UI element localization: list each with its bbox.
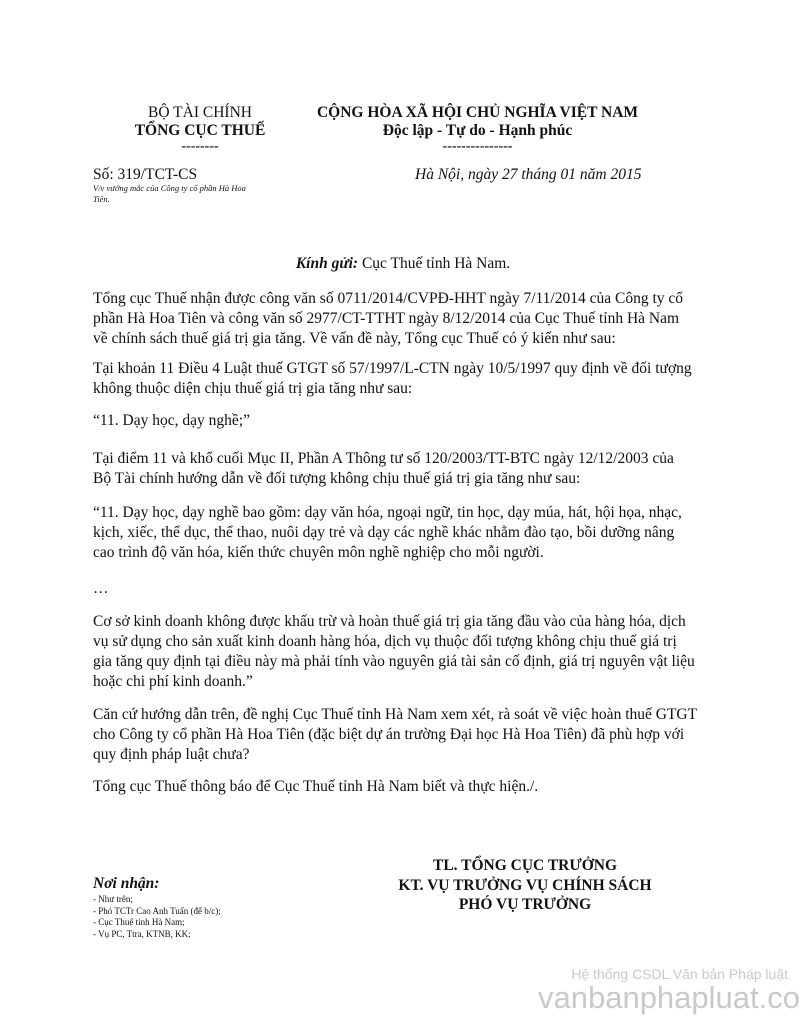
text-line: Bộ Tài chính hướng dẫn về đối tượng không chịu thuế giá trị gia tăng như sau:	[93, 470, 581, 487]
subject-line-1: V/v vướng mắc của Công ty cổ phần Hà Hoa	[93, 183, 246, 193]
text-line: cao trình độ văn hóa, kiến thức chuyên môn nghề nghiệp cho mỗi người.	[93, 544, 544, 561]
document-date: Hà Nội, ngày 27 tháng 01 năm 2015	[415, 166, 642, 183]
text-line: Tại khoản 11 Điều 4 Luật thuế GTGT số 57/1997/L-CTN ngày 10/5/1997 quy định về đối tượng	[93, 360, 692, 377]
department-name: TỔNG CỤC THUẾ	[134, 122, 266, 139]
recipient-item: - Cục Thuế tỉnh Hà Nam;	[93, 917, 185, 927]
signature-line-2: KT. VỤ TRƯỞNG VỤ CHÍNH SÁCH	[398, 876, 652, 894]
watermark-site: vanbanphapluat.co	[537, 980, 800, 1015]
text-line: …	[93, 580, 109, 597]
recipient-item: - Vụ PC, Ttra, KTNB, KK;	[93, 928, 191, 939]
paragraph-4	[93, 449, 713, 489]
text-line: Tổng cục Thuế nhận được công văn số 0711/2014/CVPĐ-HHT ngày 7/11/2014 của Công ty cổ	[93, 290, 684, 307]
paragraph-7	[93, 612, 713, 692]
paragraph-6	[93, 579, 713, 599]
text-line: phần Hà Hoa Tiên và công văn số 2977/CT-TTHT ngày 8/12/2014 của Cục Thuế tỉnh Hà Nam	[93, 310, 680, 327]
text-line: Cơ sở kinh doanh không được khấu trừ và hoàn thuế giá trị gia tăng đầu vào của hàng hóa, dịch	[93, 613, 686, 630]
country-name: CỘNG HÒA XÃ HỘI CHỦ NGHĨA VIỆT NAM	[316, 104, 639, 121]
paragraph-9	[93, 777, 713, 797]
ministry-name: BỘ TÀI CHÍNH	[148, 104, 252, 121]
signature-block	[340, 856, 710, 915]
recipient-item: - Phó TCTr Cao Anh Tuấn (để b/c);	[93, 905, 221, 916]
text-line: Tại điểm 11 và khổ cuối Mục II, Phần A Thông tư số 120/2003/TT-BTC ngày 12/12/2003 của	[93, 450, 674, 467]
document-subject	[93, 183, 293, 205]
document-number: Số: 319/TCT-CS	[93, 166, 198, 183]
paragraph-8	[93, 705, 713, 765]
header-left-divider: --------	[181, 139, 219, 154]
text-line: “11. Dạy học, dạy nghề bao gồm: dạy văn hóa, ngoại ngữ, tin học, dạy múa, hát, hội họa, nhạc,	[93, 504, 682, 521]
text-line: “11. Dạy học, dạy nghề;”	[93, 412, 250, 429]
text-line: Căn cứ hướng dẫn trên, đề nghị Cục Thuế tỉnh Hà Nam xem xét, rà soát về việc hoàn thuế GTGT	[93, 706, 698, 723]
text-line: không thuộc diện chịu thuế giá trị gia tăng như sau:	[93, 380, 413, 397]
recipients-title: Nơi nhận:	[93, 875, 160, 892]
national-motto: Độc lập - Tự do - Hạnh phúc	[382, 122, 573, 139]
text-line: hoặc chi phí kinh doanh.”	[93, 673, 253, 690]
paragraph-2	[93, 359, 713, 399]
text-line: Tổng cục Thuế thông báo để Cục Thuế tỉnh Hà Nam biết và thực hiện./.	[93, 778, 539, 795]
recipient-label: Kính gửi:	[295, 255, 359, 272]
signature-line-1: TL. TỔNG CỤC TRƯỞNG	[432, 857, 618, 874]
signature-line-3: PHÓ VỤ TRƯỞNG	[458, 896, 592, 913]
paragraph-1	[93, 289, 713, 349]
subject-line-2: Tiên.	[93, 194, 110, 204]
header-right-divider: ---------------	[442, 139, 513, 154]
text-line: vụ sử dụng cho sản xuất kinh doanh hàng hóa, dịch vụ thuộc đối tượng không chịu thuế giá trị	[93, 633, 677, 650]
recipient-item: - Như trên;	[93, 894, 133, 904]
text-line: quy định pháp luật chưa?	[93, 746, 250, 763]
recipient-line	[93, 255, 713, 273]
watermark-caption: Hệ thống CSDL Văn bản Pháp luật	[571, 966, 788, 982]
text-line: về chính sách thuế giá trị gia tăng. Về vấn đề này, Tổng cục Thuế có ý kiến như sau:	[93, 330, 616, 347]
paragraph-5	[93, 503, 713, 563]
recipient-name: Cục Thuế tỉnh Hà Nam.	[361, 255, 511, 272]
text-line: kịch, xiếc, thể dục, thể thao, nuôi dạy trẻ và dạy các nghề khác nhằm đào tạo, bồi dưỡng nâng	[93, 524, 675, 541]
text-line: cho Công ty cổ phần Hà Hoa Tiên (đặc biệt dự án trường Đại học Hà Hoa Tiên) đã phù hợp với	[93, 726, 685, 743]
recipients-list	[93, 894, 221, 940]
text-line: gia tăng quy định tại điều này mà phải tính vào nguyên giá tài sản cố định, giá trị nguyên vật liệu	[93, 653, 695, 670]
paragraph-3	[93, 411, 713, 431]
